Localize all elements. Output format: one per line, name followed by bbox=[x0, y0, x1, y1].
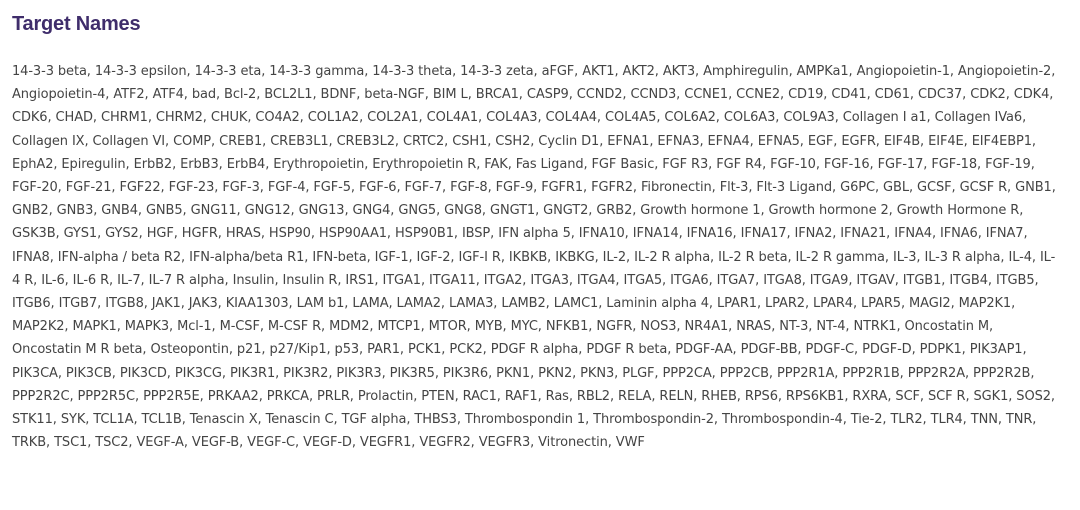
target-names-list: 14-3-3 beta, 14-3-3 epsilon, 14-3-3 eta, 14-3-3 gamma, 14-3-3 theta, 14-3-3 zeta, aFGF, AKT1, AKT2, AKT3, Amphiregulin, AMPKa1, Angiopoietin-1, Angiopoietin-2, Angiopoietin-4, ATF2, ATF4, bad, Bcl-2, BCL2L1, BDNF, beta-NGF, BIM L, BRCA1, CASP9, CCND2, CCND3, CCNE1, CCNE2, CD19, CD41, CD61, CDC37, CDK2, CDK4, CDK6, CHAD, CHRM1, CHRM2, CHUK, CO4A2, COL1A2, COL2A1, COL4A1, COL4A3, COL4A4, COL4A5, COL6A2, COL6A3, COL9A3, Collagen I a1, Collagen IVa6, Collagen IX, Collagen VI, COMP, CREB1, CREB3L1, CREB3L2, CRTC2, CSH1, CSH2, Cyclin D1, EFNA1, EFNA3, EFNA4, EFNA5, EGF, EGFR, EIF4B, EIF4E, EIF4EBP1, EphA2, Epiregulin, ErbB2, ErbB3, ErbB4, Erythropoietin, Erythropoietin R, FAK, Fas Ligand, FGF Basic, FGF R3, FGF R4, FGF-10, FGF-16, FGF-17, FGF-18, FGF-19, FGF-20, FGF-21, FGF22, FGF-23, FGF-3, FGF-4, FGF-5, FGF-6, FGF-7, FGF-8, FGF-9, FGFR1, FGFR2, Fibronectin, Flt-3, Flt-3 Ligand, G6PC, GBL, GCSF, GCSF R, GNB1, GNB2, GNB3, GNB4, GNB5, GNG11, GNG12, GNG13, GNG4, GNG5, GNG8, GNGT1, GNGT2, GRB2, Growth hormone 1, Growth hormone 2, Growth Hormone R, GSK3B, GYS1, GYS2, HGF, HGFR, HRAS, HSP90, HSP90AA1, HSP90B1, IBSP, IFN alpha 5, IFNA10, IFNA14, IFNA16, IFNA17, IFNA2, IFNA21, IFNA4, IFNA6, IFNA7, IFNA8, IFN-alpha / beta R2, IFN-alpha/beta R1, IFN-beta, IGF-1, IGF-2, IGF-I R, IKBKB, IKBKG, IL-2, IL-2 R alpha, IL-2 R beta, IL-2 R gamma, IL-3, IL-3 R alpha, IL-4, IL-4 R, IL-6, IL-6 R, IL-7, IL-7 R alpha, Insulin, Insulin R, IRS1, ITGA1, ITGA11, ITGA2, ITGA3, ITGA4, ITGA5, ITGA6, ITGA7, ITGA8, ITGA9, ITGAV, ITGB1, ITGB4, ITGB5, ITGB6, ITGB7, ITGB8, JAK1, JAK3, KIAA1303, LAM b1, LAMA, LAMA2, LAMA3, LAMB2, LAMC1, Laminin alpha 4, LPAR1, LPAR2, LPAR4, LPAR5, MAGI2, MAP2K1, MAP2K2, MAPK1, MAPK3, Mcl-1, M-CSF, M-CSF R, MDM2, MTCP1, MTOR, MYB, MYC, NFKB1, NGFR, NOS3, NR4A1, NRAS, NT-3, NT-4, NTRK1, Oncostatin M, Oncostatin M R beta, Osteopontin, p21, p27/Kip1, p53, PAR1, PCK1, PCK2, PDGF R alpha, PDGF R beta, PDGF-AA, PDGF-BB, PDGF-C, PDGF-D, PDPK1, PIK3AP1, PIK3CA, PIK3CB, PIK3CD, PIK3CG, PIK3R1, PIK3R2, PIK3R3, PIK3R5, PIK3R6, PKN1, PKN2, PKN3, PLGF, PPP2CA, PPP2CB, PPP2R1A, PPP2R1B, PPP2R2A, PPP2R2B, PPP2R2C, PPP2R5C, PPP2R5E, PRKAA2, PRKCA, PRLR, Prolactin, PTEN, RAC1, RAF1, Ras, RBL2, RELA, RELN, RHEB, RPS6, RPS6KB1, RXRA, SCF, SCF R, SGK1, SOS2, STK11, SYK, TCL1A, TCL1B, Tenascin X, Tenascin C, TGF alpha, THBS3, Thrombospondin 1, Thrombospondin-2, Thrombospondin-4, Tie-2, TLR2, TLR4, TNN, TNR, TRKB, TSC1, TSC2, VEGF-A, VEGF-B, VEGF-C, VEGF-D, VEGFR1, VEGFR2, VEGFR3, Vitronectin, VWF bbox=[12, 64, 1056, 451]
target-names-section bbox=[12, 10, 1062, 454]
section-title: Target Names bbox=[12, 13, 141, 35]
